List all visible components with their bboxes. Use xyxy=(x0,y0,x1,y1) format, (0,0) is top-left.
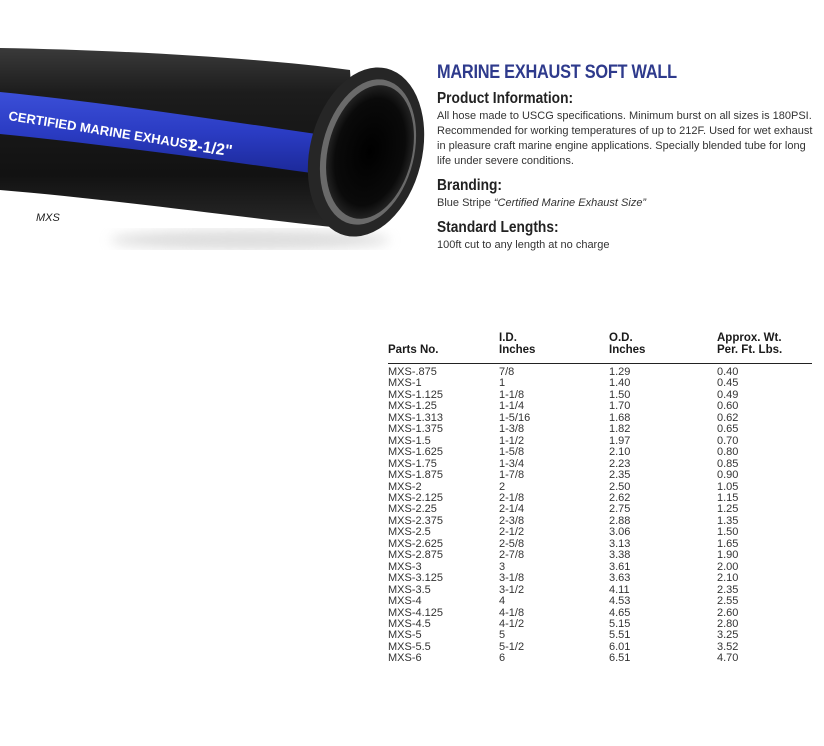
cell-od: 2.88 xyxy=(609,514,631,527)
cell-od: 3.38 xyxy=(609,549,631,562)
table-row xyxy=(388,470,812,481)
cell-id: 1-5/8 xyxy=(499,446,525,459)
table-row xyxy=(388,401,812,412)
cell-od: 3.61 xyxy=(609,560,631,573)
cell-od: 2.23 xyxy=(609,457,631,470)
standard-lengths-text: 100ft cut to any length at no charge xyxy=(437,239,610,251)
cell-id: 5-1/2 xyxy=(499,640,525,653)
cell-id: 4 xyxy=(499,595,506,608)
branding-prefix: Blue Stripe xyxy=(437,197,494,209)
product-title: MARINE EXHAUST SOFT WALL xyxy=(437,62,677,83)
cell-od: 3.63 xyxy=(609,572,631,585)
cell-part-no: MXS-5.5 xyxy=(388,640,431,653)
image-caption: MXS xyxy=(36,212,60,224)
cell-od: 4.11 xyxy=(609,583,630,596)
table-row xyxy=(388,447,812,458)
table-row xyxy=(388,413,812,424)
cell-weight: 0.62 xyxy=(717,411,739,424)
cell-part-no: MXS-2 xyxy=(388,480,422,493)
table-row xyxy=(388,596,812,607)
cell-part-no: MXS-1 xyxy=(388,377,422,390)
cell-part-no: MXS-1.625 xyxy=(388,446,444,459)
table-row xyxy=(388,539,812,550)
table-row xyxy=(388,378,812,389)
cell-part-no: MXS-2.875 xyxy=(388,549,444,562)
stripe-size: 2-1/2" xyxy=(187,137,234,161)
branding-italic: “Certified Marine Exhaust Size” xyxy=(493,197,647,209)
cell-part-no: MXS-2.25 xyxy=(388,503,437,516)
table-row xyxy=(388,390,812,401)
cell-part-no: MXS-1.375 xyxy=(388,423,444,436)
cell-weight: 0.65 xyxy=(717,423,739,436)
cell-id: 7/8 xyxy=(499,366,515,378)
cell-weight: 2.80 xyxy=(717,617,739,630)
cell-od: 3.13 xyxy=(609,537,631,550)
branding-text xyxy=(437,196,817,211)
col-header-od: O.D. Inches xyxy=(609,332,646,356)
cell-id: 1-1/4 xyxy=(499,400,525,413)
cell-weight: 0.60 xyxy=(717,400,739,413)
cell-id: 5 xyxy=(499,629,506,642)
product-info xyxy=(437,62,817,261)
table-row xyxy=(388,573,812,584)
col-header-weight: Approx. Wt. Per. Ft. Lbs. xyxy=(717,332,783,356)
cell-part-no: MXS-6 xyxy=(388,652,422,665)
cell-weight: 2.10 xyxy=(717,572,739,585)
cell-od: 3.06 xyxy=(609,526,631,539)
cell-od: 1.68 xyxy=(609,411,631,424)
cell-od: 2.35 xyxy=(609,469,631,482)
cell-od: 1.70 xyxy=(609,400,631,413)
cell-weight: 0.90 xyxy=(717,469,739,482)
cell-weight: 2.60 xyxy=(717,606,739,619)
table-row xyxy=(388,562,812,573)
hose-image xyxy=(0,40,430,250)
cell-part-no: MXS-4 xyxy=(388,595,422,608)
col-header-id: I.D. Inches xyxy=(499,332,536,356)
cell-part-no: MXS-3 xyxy=(388,560,422,573)
cell-id: 1 xyxy=(499,377,506,390)
product-info-heading: Product Information: xyxy=(437,90,574,107)
cell-weight: 0.70 xyxy=(717,434,739,447)
cell-weight: 0.49 xyxy=(717,388,739,401)
cell-weight: 4.70 xyxy=(717,652,739,665)
cell-part-no: MXS-5 xyxy=(388,629,422,642)
cell-id: 4-1/2 xyxy=(499,617,525,630)
table-row xyxy=(388,550,812,561)
cell-id: 6 xyxy=(499,652,506,665)
cell-od: 1.97 xyxy=(609,434,631,447)
cell-id: 1-3/4 xyxy=(499,457,525,470)
cell-id: 2-1/8 xyxy=(499,491,525,504)
stripe-text: CERTIFIED MARINE EXHAUST xyxy=(7,108,197,153)
cell-weight: 1.05 xyxy=(717,480,739,493)
cell-id: 3 xyxy=(499,560,506,573)
table-row xyxy=(388,630,812,641)
cell-id: 1-5/16 xyxy=(499,411,531,424)
cell-weight: 0.45 xyxy=(717,377,739,390)
cell-id: 2-5/8 xyxy=(499,537,525,550)
cell-od: 4.65 xyxy=(609,606,631,619)
cell-od: 6.51 xyxy=(609,652,631,665)
cell-weight: 0.40 xyxy=(717,366,739,378)
cell-id: 1-7/8 xyxy=(499,469,525,482)
cell-part-no: MXS-2.5 xyxy=(388,526,431,539)
cell-part-no: MXS-3.5 xyxy=(388,583,431,596)
cell-weight: 2.35 xyxy=(717,583,739,596)
table-row xyxy=(388,436,812,447)
specs-table xyxy=(388,332,812,665)
cell-od: 1.29 xyxy=(609,366,631,378)
cell-part-no: MXS-2.625 xyxy=(388,537,444,550)
table-row xyxy=(388,608,812,619)
table-row xyxy=(388,482,812,493)
table-row xyxy=(388,585,812,596)
cell-part-no: MXS-1.125 xyxy=(388,388,444,401)
cell-id: 1-3/8 xyxy=(499,423,525,436)
cell-od: 1.40 xyxy=(609,377,631,390)
table-row xyxy=(388,619,812,630)
table-row xyxy=(388,516,812,527)
cell-id: 2-7/8 xyxy=(499,549,525,562)
table-row xyxy=(388,527,812,538)
cell-part-no: MXS-1.75 xyxy=(388,457,437,470)
cell-part-no: MXS-.875 xyxy=(388,366,437,378)
cell-id: 1-1/2 xyxy=(499,434,525,447)
cell-part-no: MXS-2.125 xyxy=(388,491,444,504)
cell-weight: 1.50 xyxy=(717,526,739,539)
cell-weight: 1.15 xyxy=(717,491,739,504)
cell-od: 5.15 xyxy=(609,617,631,630)
cell-part-no: MXS-1.313 xyxy=(388,411,444,424)
cell-weight: 1.90 xyxy=(717,549,739,562)
cell-part-no: MXS-3.125 xyxy=(388,572,444,585)
cell-id: 4-1/8 xyxy=(499,606,525,619)
cell-part-no: MXS-1.5 xyxy=(388,434,431,447)
table-header-row xyxy=(388,332,812,364)
cell-od: 5.51 xyxy=(609,629,631,642)
table-row xyxy=(388,424,812,435)
cell-od: 2.50 xyxy=(609,480,631,493)
cell-od: 2.62 xyxy=(609,491,631,504)
table-row xyxy=(388,504,812,515)
cell-id: 2-1/4 xyxy=(499,503,525,516)
cell-weight: 2.00 xyxy=(717,560,739,573)
cell-weight: 1.65 xyxy=(717,537,739,550)
cell-od: 1.50 xyxy=(609,388,631,401)
table-row xyxy=(388,493,812,504)
cell-part-no: MXS-1.25 xyxy=(388,400,437,413)
table-row xyxy=(388,364,812,379)
table-row xyxy=(388,459,812,470)
cell-od: 1.82 xyxy=(609,423,631,436)
cell-part-no: MXS-1.875 xyxy=(388,469,444,482)
product-info-text: All hose made to USCG specifications. Minimum burst on all sizes is 180PSI. Recommended for working temperatures of up to 212F. Used for wet exhaust in pleasure craft marine engine applications. Specially blended tube for long life under severe conditions. xyxy=(437,110,813,167)
table-row xyxy=(388,653,812,664)
cell-part-no: MXS-4.125 xyxy=(388,606,444,619)
cell-part-no: MXS-4.5 xyxy=(388,617,431,630)
standard-lengths-heading: Standard Lengths: xyxy=(437,219,559,236)
cell-weight: 0.85 xyxy=(717,457,739,470)
cell-od: 2.75 xyxy=(609,503,631,516)
col-header-parts: Parts No. xyxy=(388,344,439,356)
cell-id: 1-1/8 xyxy=(499,388,525,401)
cell-weight: 3.52 xyxy=(717,640,739,653)
cell-id: 2-3/8 xyxy=(499,514,525,527)
cell-od: 6.01 xyxy=(609,640,631,653)
cell-weight: 0.80 xyxy=(717,446,739,459)
cell-id: 3-1/2 xyxy=(499,583,525,596)
cell-id: 2 xyxy=(499,480,506,493)
table-row xyxy=(388,642,812,653)
cell-weight: 2.55 xyxy=(717,595,739,608)
cell-weight: 1.35 xyxy=(717,514,739,527)
cell-weight: 3.25 xyxy=(717,629,739,642)
branding-heading: Branding: xyxy=(437,177,502,194)
cell-weight: 1.25 xyxy=(717,503,739,516)
cell-od: 4.53 xyxy=(609,595,631,608)
cell-od: 2.10 xyxy=(609,446,631,459)
cell-part-no: MXS-2.375 xyxy=(388,514,444,527)
cell-id: 3-1/8 xyxy=(499,572,525,585)
cell-id: 2-1/2 xyxy=(499,526,525,539)
